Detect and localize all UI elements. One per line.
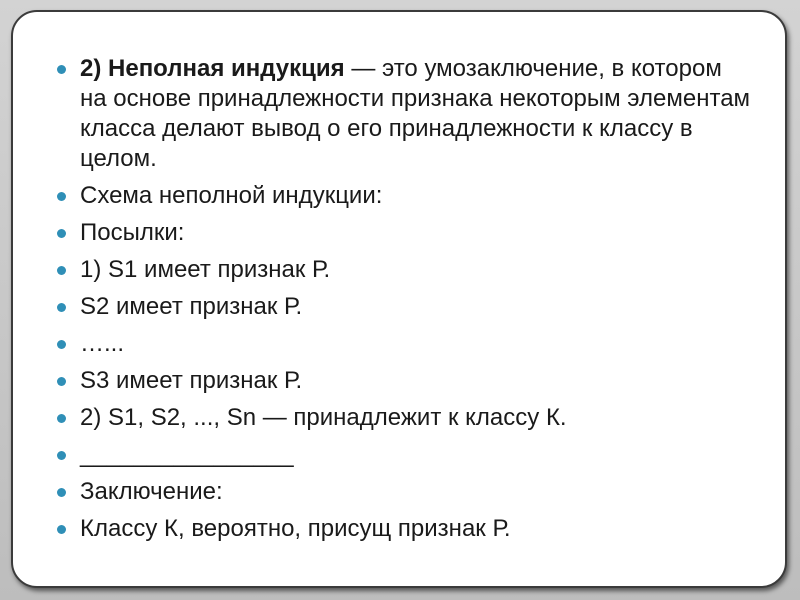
bullet-dot-icon <box>57 192 66 201</box>
bullet-text: Заключение: <box>80 478 223 505</box>
slide-content-card <box>11 10 787 588</box>
bullet-item-s3 <box>53 366 753 396</box>
bullet-dot-icon <box>57 488 66 497</box>
bullet-item-ellipsis <box>53 329 753 359</box>
bullet-dot-icon <box>57 340 66 349</box>
bullet-item-class <box>53 403 753 433</box>
bullet-text: 1) S1 имеет признак Р. <box>80 256 331 283</box>
bullet-text: Классу К, вероятно, присущ признак Р. <box>80 515 511 542</box>
bullet-dot-icon <box>57 266 66 275</box>
bullet-item-scheme <box>53 181 753 211</box>
bullet-item-s2 <box>53 292 753 322</box>
bullet-text: 2) S1, S2, ..., Sn — принадлежит к классу К. <box>80 404 567 431</box>
bullet-text: ________________ <box>80 441 294 468</box>
bullet-dot-icon <box>57 377 66 386</box>
bullet-text: Схема неполной индукции: <box>80 182 383 209</box>
term-heading: 2) Неполная индукция <box>80 55 345 82</box>
bullet-dot-icon <box>57 65 66 74</box>
bullet-text: S3 имеет признак Р. <box>80 367 303 394</box>
bullet-item-conclusion <box>53 514 753 544</box>
bullet-text: S2 имеет признак Р. <box>80 293 303 320</box>
bullet-text: Посылки: <box>80 219 185 246</box>
definition-text: — это умозаключение, в котором на основе принадлежности признака некоторым элементам класса делают вывод о его принадлежности к классу в целом. <box>80 55 751 172</box>
bullet-item-divider <box>53 440 753 470</box>
bullet-dot-icon <box>57 451 66 460</box>
bullet-item-definition <box>53 54 753 174</box>
bullet-dot-icon <box>57 525 66 534</box>
bullet-dot-icon <box>57 414 66 423</box>
bullet-item-s1 <box>53 255 753 285</box>
bullet-item-premises <box>53 218 753 248</box>
bullet-dot-icon <box>57 229 66 238</box>
bullet-item-conclusion-label <box>53 477 753 507</box>
bullet-list <box>53 54 753 551</box>
bullet-dot-icon <box>57 303 66 312</box>
bullet-text: …... <box>80 330 125 357</box>
